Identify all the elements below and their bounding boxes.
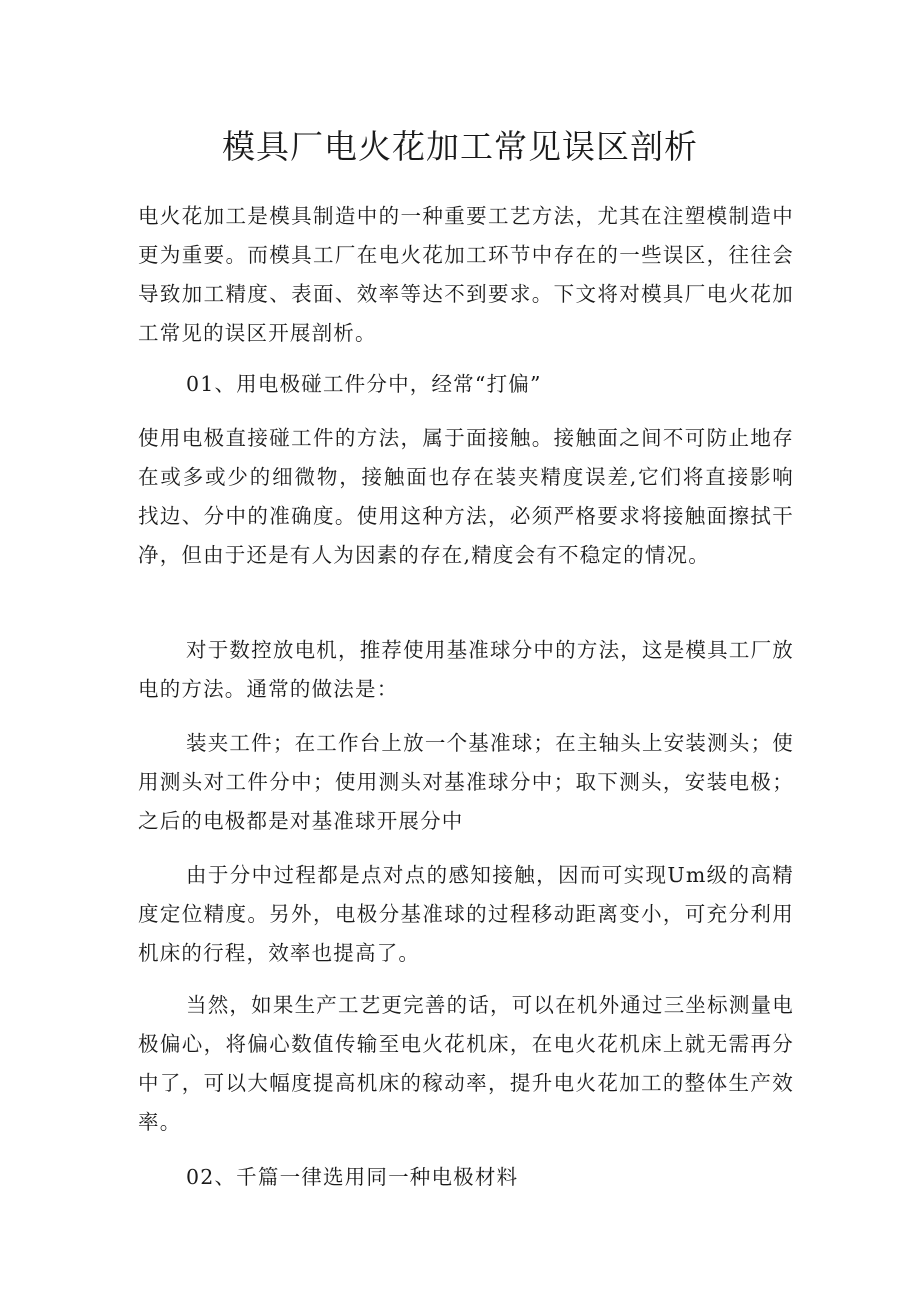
section1-paragraph-5: 当然，如果生产工艺更完善的话，可以在机外通过三坐标测量电极偏心，将偏心数值传输至电火花机床，在电火花机床上就无需再分中了，可以大幅度提高机床的稼动率，提升电火花加工的整体生产效率。 <box>138 993 794 1134</box>
section-heading-01: 01、用电极碰工件分中，经常“打偏” <box>186 372 542 396</box>
document-title: 模具厂电火花加工常见误区剖析 <box>222 127 698 166</box>
section1-paragraph-1: 使用电极直接碰工件的方法，属于面接触。接触面之间不可防止地存在或多或少的细微物，接触面也存在装夹精度误差,它们将直接影响找边、分中的准确度。使用这种方法，必须严格要求将接触面擦拭干净，但由于还是有人为因素的存在,精度会有不稳定的情况。 <box>138 426 794 567</box>
section1-paragraph-3: 装夹工件；在工作台上放一个基准球；在主轴头上安装测头；使用测头对工件分中；使用测头对基准球分中；取下测头，安装电极；之后的电极都是对基准球开展分中 <box>138 731 794 833</box>
section1-paragraph-4: 由于分中过程都是点对点的感知接触，因而可实现Um级的高精度定位精度。另外，电极分基准球的过程移动距离变小，可充分利用机床的行程，效率也提高了。 <box>138 863 794 965</box>
intro-paragraph: 电火花加工是模具制造中的一种重要工艺方法，尤其在注塑模制造中更为重要。而模具工厂在电火花加工环节中存在的一些误区，往往会导致加工精度、表面、效率等达不到要求。下文将对模具厂电火花加工常见的误区开展剖析。 <box>138 204 794 345</box>
section1-paragraph-2: 对于数控放电机，推荐使用基准球分中的方法，这是模具工厂放电的方法。通常的做法是： <box>138 638 794 701</box>
section-heading-02: 02、千篇一律选用同一种电极材料 <box>186 1165 519 1189</box>
